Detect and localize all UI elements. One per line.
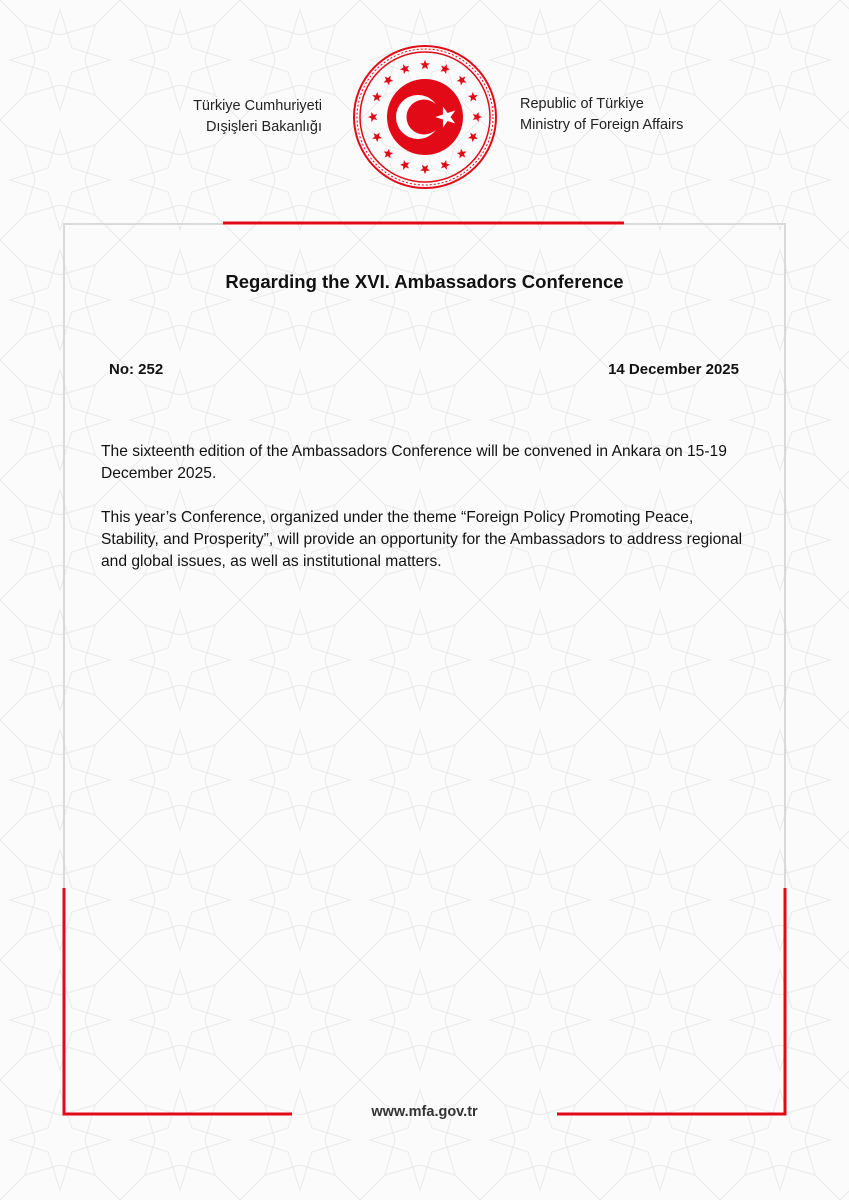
document-body: [101, 441, 751, 595]
header-left-line2: Dışişleri Bakanlığı: [205, 119, 322, 135]
footer-url: www.mfa.gov.tr: [371, 1104, 478, 1120]
frame-bottom-left-red-corner: [64, 888, 292, 1114]
document-title: Regarding the XVI. Ambassadors Conference: [225, 271, 624, 292]
body-paragraph-1: The sixteenth edition of the Ambassadors Conference will be convened in Ankara on 15-19 December 2025.: [101, 443, 727, 482]
document-date: 14 December 2025: [608, 361, 739, 378]
document-number: No: 252: [109, 361, 164, 378]
body-paragraph-2: This year’s Conference, organized under the theme “Foreign Policy Promoting Peace, Stability, and Prosperity”, will provide an opportunity for the Ambassadors to address regional and global issues, as well as institutional matters.: [101, 509, 743, 570]
header-right-line2: Ministry of Foreign Affairs: [520, 117, 684, 133]
frame-gray-outline-right: [557, 224, 785, 1114]
frame-gray-outline: [64, 224, 292, 1114]
frame-bottom-right-red-corner: [557, 888, 785, 1114]
header-right-line1: Republic of Türkiye: [520, 96, 644, 112]
header-left-line1: Türkiye Cumhuriyeti: [193, 98, 322, 114]
